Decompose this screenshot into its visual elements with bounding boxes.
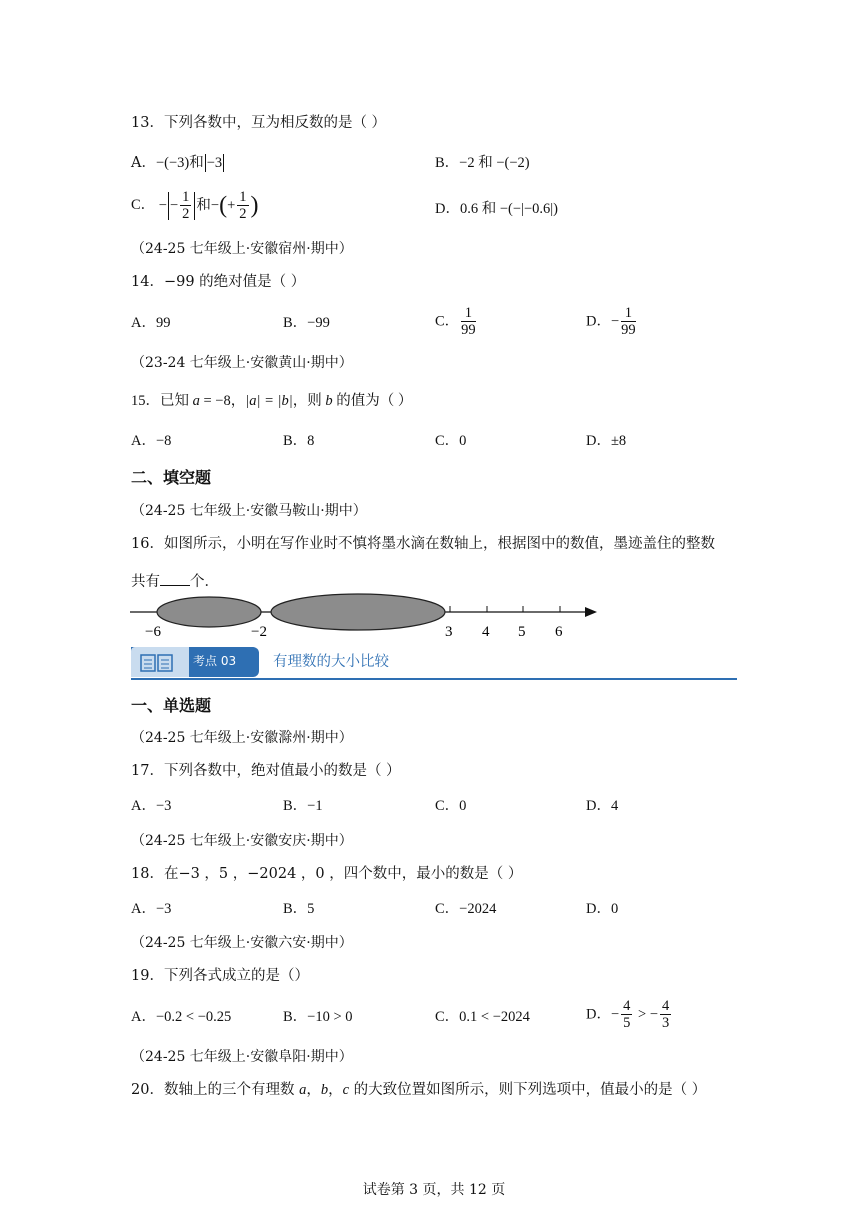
question-19-stem: 19．下列各式成立的是（）: [131, 968, 309, 984]
math-expr: −(−3): [155, 155, 190, 171]
option-label: C．: [131, 196, 156, 213]
source-tag: （24-25 七年级上·安徽阜阳·期中）: [131, 1049, 353, 1065]
q15-option-d: D．±8: [586, 433, 627, 449]
q17-option-a: A．−3: [131, 798, 172, 814]
q19-option-d: D．− $\frac{4}{5}$ > − $\frac{4}{3}$: [586, 998, 670, 1031]
q14-option-c: C． $\frac{1}{99}$: [435, 305, 476, 338]
q15-option-a: A．−8: [131, 433, 172, 449]
q19-option-c: C．0.1 < −2024: [435, 1009, 530, 1025]
tick-label: 6: [555, 624, 563, 640]
tick-label: 5: [518, 624, 526, 640]
q14-option-a: A．99: [131, 315, 171, 331]
q17-option-d: D．4: [586, 798, 619, 814]
fraction: $\frac{4}{5}$: [623, 998, 631, 1031]
fraction: $\frac{1}{99}$: [461, 305, 476, 338]
source-tag: （24-25 七年级上·安徽马鞍山·期中）: [131, 503, 367, 519]
question-16-line1: 16．如图所示，小明在写作业时不慎将墨水滴在数轴上，根据图中的数值，墨迹盖住的整数: [131, 536, 715, 552]
q13-option-c: C． − − $\frac{1}{2}$ 和−(+ $\frac{1}{2}$ ): [131, 189, 259, 222]
topic-rule: [131, 678, 737, 680]
page-footer: 试卷第 3 页，共 12 页: [362, 1182, 506, 1198]
q13-option-d: [435, 199, 558, 219]
section-heading: 二、填空题: [131, 468, 212, 487]
q18-option-b: B．5: [283, 901, 315, 917]
option-label: A．: [131, 155, 156, 171]
math-expr: 0.6 和 −(−|−0.6|): [459, 201, 558, 217]
number-line-arrow: [585, 607, 597, 617]
q18-option-d: D．0: [586, 901, 619, 917]
topic-title: 有理数的大小比较: [273, 654, 389, 670]
q17-option-c: C．0: [435, 798, 467, 814]
q13-option-a: [131, 153, 225, 173]
tick-label: 3: [445, 624, 453, 640]
fraction: $\frac{1}{99}$: [621, 305, 636, 338]
q14-option-d: D．− $\frac{1}{99}$: [586, 305, 636, 338]
question-16-line2: 共有 个．: [131, 571, 219, 592]
question-18-stem: 18．在−3 ，5 ，−2024 ，0 ，四个数中，最小的数是（ ）: [131, 866, 523, 882]
math-expr: −3: [206, 155, 223, 171]
ink-blot-right: [271, 594, 445, 630]
math-expr: −2 和 −(−2): [459, 155, 530, 171]
question-17-stem: 17．下列各数中，绝对值最小的数是（ ）: [131, 763, 401, 779]
abs-bar: [168, 192, 169, 220]
option-label: B．: [435, 155, 460, 171]
q19-option-b: B．−10 > 0: [283, 1009, 353, 1025]
tick-label: −6: [145, 624, 161, 640]
fraction: $\frac{1}{2}$: [239, 189, 247, 222]
answer-blank[interactable]: [160, 571, 190, 586]
q13-option-b: [435, 153, 530, 173]
q18-option-c: C．−2024: [435, 901, 497, 917]
book-icon: [140, 654, 174, 672]
number-line-figure: [125, 592, 605, 644]
option-label: D．: [435, 201, 460, 217]
question-13-stem: 13．下列各数中，互为相反数的是（ ）: [131, 115, 387, 131]
abs-bar: [205, 154, 206, 172]
source-tag: （24-25 七年级上·安徽滁州·期中）: [131, 730, 353, 746]
fraction: $\frac{1}{2}$: [182, 189, 190, 222]
topic-badge-text: 考点 03: [193, 654, 237, 668]
question-20-stem: 20．数轴上的三个有理数 a，b，c 的大致位置如图所示，则下列选项中，值最小的是（ ）: [131, 1082, 707, 1098]
q15-option-c: C．0: [435, 433, 467, 449]
source-tag: （24-25 七年级上·安徽宿州·期中）: [131, 241, 353, 257]
q15-option-b: B．8: [283, 433, 315, 449]
question-15-stem: 15．已知 a = −8，|a| = |b|，则 b 的值为（ ）: [131, 393, 413, 409]
q18-option-a: A．−3: [131, 901, 172, 917]
conjunction: 和: [189, 155, 204, 171]
source-tag: （24-25 七年级上·安徽六安·期中）: [131, 935, 353, 951]
tick-label: 4: [482, 624, 490, 640]
q14-option-b: B．−99: [283, 315, 330, 331]
conjunction: 和: [196, 197, 211, 214]
source-tag: （23-24 七年级上·安徽黄山·期中）: [131, 355, 353, 371]
source-tag: （24-25 七年级上·安徽安庆·期中）: [131, 833, 353, 849]
fraction: $\frac{4}{3}$: [662, 998, 670, 1031]
question-14-stem: 14．−99 的绝对值是（ ）: [131, 274, 306, 290]
q17-option-b: B．−1: [283, 798, 323, 814]
tick-label: −2: [251, 624, 267, 640]
q19-option-a: A．−0.2 < −0.25: [131, 1009, 232, 1025]
abs-bar: [223, 154, 224, 172]
section-heading: 一、单选题: [131, 696, 212, 715]
ink-blot-left: [157, 597, 261, 627]
